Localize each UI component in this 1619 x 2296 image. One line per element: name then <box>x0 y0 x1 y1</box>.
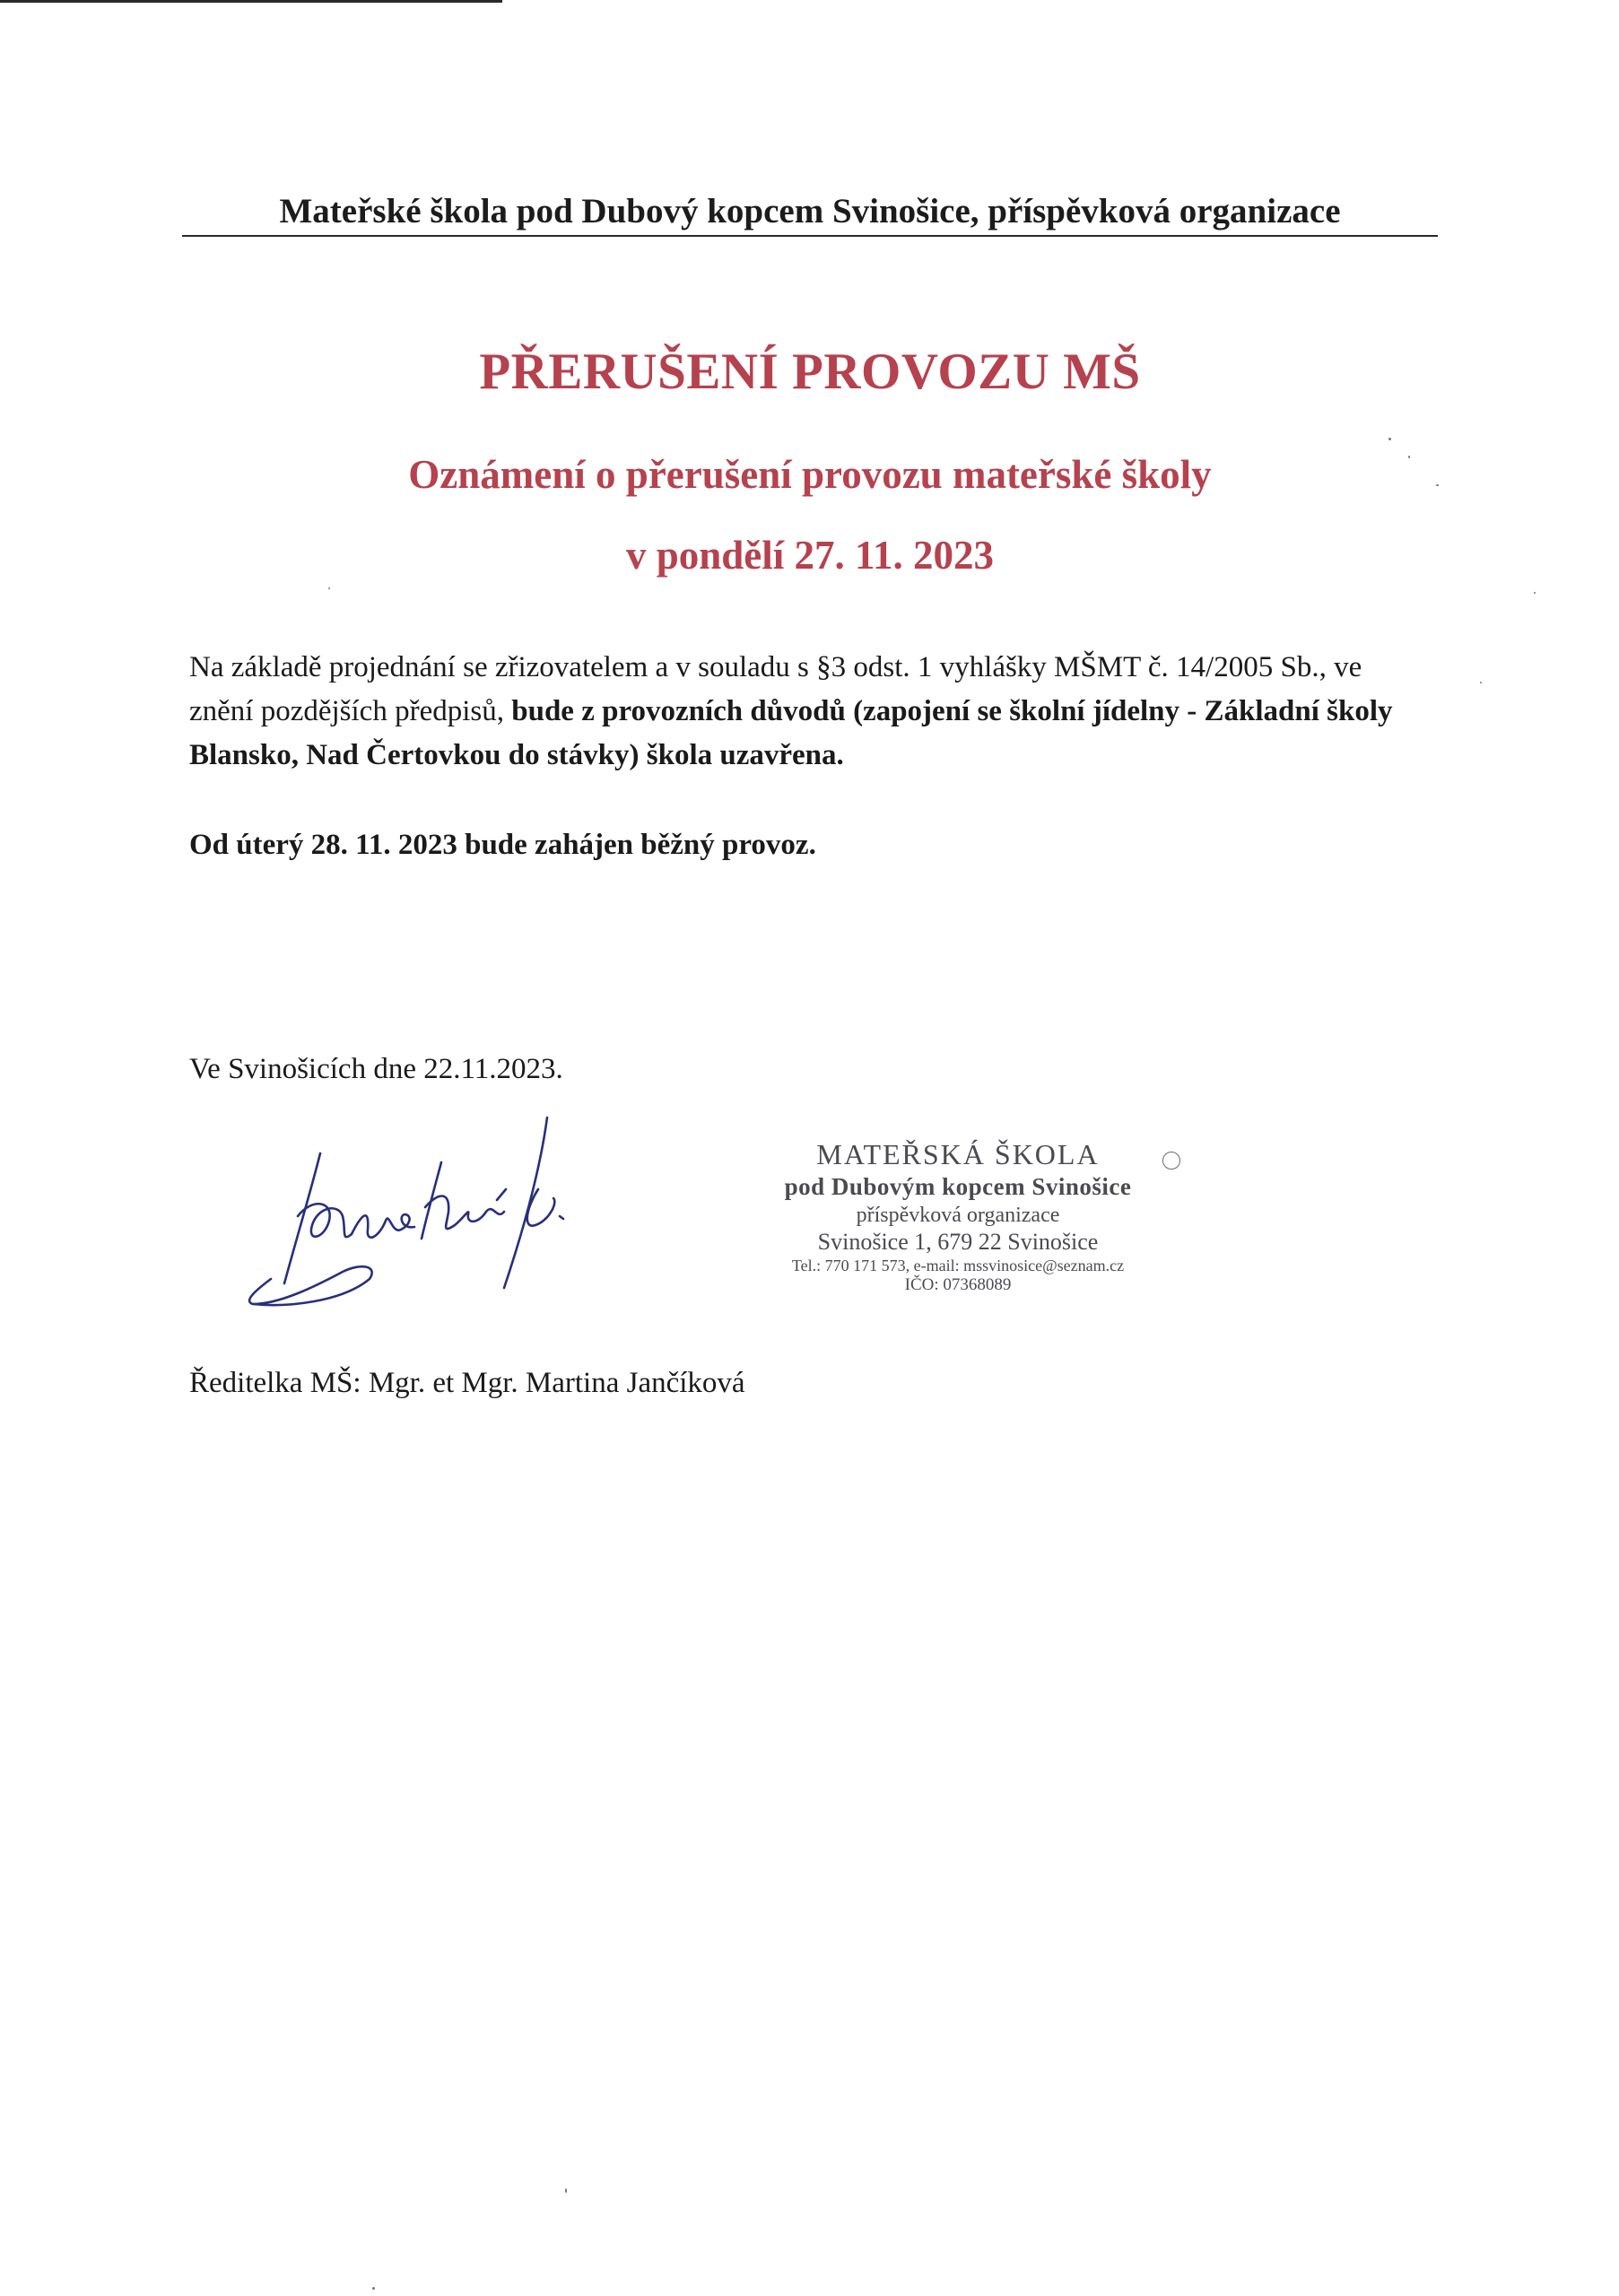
notice-body-bold: bude z provozních důvodů (zapojení se školní jídelny - Základní školy Blansko, Nad Čertovkou do stávky) škola uzavřena. <box>189 695 1393 771</box>
school-stamp <box>716 1137 1200 1295</box>
place-date: Ve Svinošicích dne 22.11.2023. <box>189 1053 563 1085</box>
scan-speck <box>1480 682 1482 683</box>
stamp-line-address: Svinošice 1, 679 22 Svinošice <box>817 1229 1099 1255</box>
stamp-circle-icon <box>1162 1152 1180 1170</box>
stamp-line-type: příspěvková organizace <box>856 1204 1060 1227</box>
scan-speck <box>372 2287 375 2290</box>
notice-subtitle: Oznámení o přerušení provozu mateřské školy <box>408 452 1212 497</box>
stamp-line-contact: Tel.: 770 171 573, e-mail: mssvinosice@seznam.cz <box>791 1257 1125 1274</box>
scan-speck <box>1534 592 1536 594</box>
stamp-line-name: MATEŘSKÁ ŠKOLA <box>816 1138 1100 1170</box>
notice-body-plain: Na základě projednání se zřizovatelem a v souladu s §3 odst. 1 vyhlášky MŠMT č. 14/2005 Sb., ve znění pozdějších předpisů, <box>189 651 1362 727</box>
scan-speck <box>1408 456 1410 458</box>
notice-date: v pondělí 27. 11. 2023 <box>625 533 995 578</box>
scan-edge <box>0 0 502 3</box>
stamp-line-location: pod Dubovým kopcem Svinošice <box>784 1173 1132 1200</box>
scan-speck <box>1388 438 1391 440</box>
scan-speck <box>328 587 330 589</box>
header-rule <box>182 235 1438 237</box>
scan-speck <box>1436 484 1439 486</box>
director-signature-line: Ředitelka MŠ: Mgr. et Mgr. Martina Jančíková <box>189 1367 745 1399</box>
scan-speck <box>565 2188 567 2193</box>
handwritten-signature <box>235 1100 737 1333</box>
resume-notice: Od úterý 28. 11. 2023 bude zahájen běžný provoz. <box>189 829 816 861</box>
organization-header: Mateřské škola pod Dubový kopcem Svinošice, příspěvková organizace <box>279 192 1341 230</box>
notice-body <box>189 646 1432 778</box>
notice-title: PŘERUŠENÍ PROVOZU MŠ <box>479 344 1141 400</box>
stamp-line-ico: IČO: 07368089 <box>904 1275 1012 1294</box>
